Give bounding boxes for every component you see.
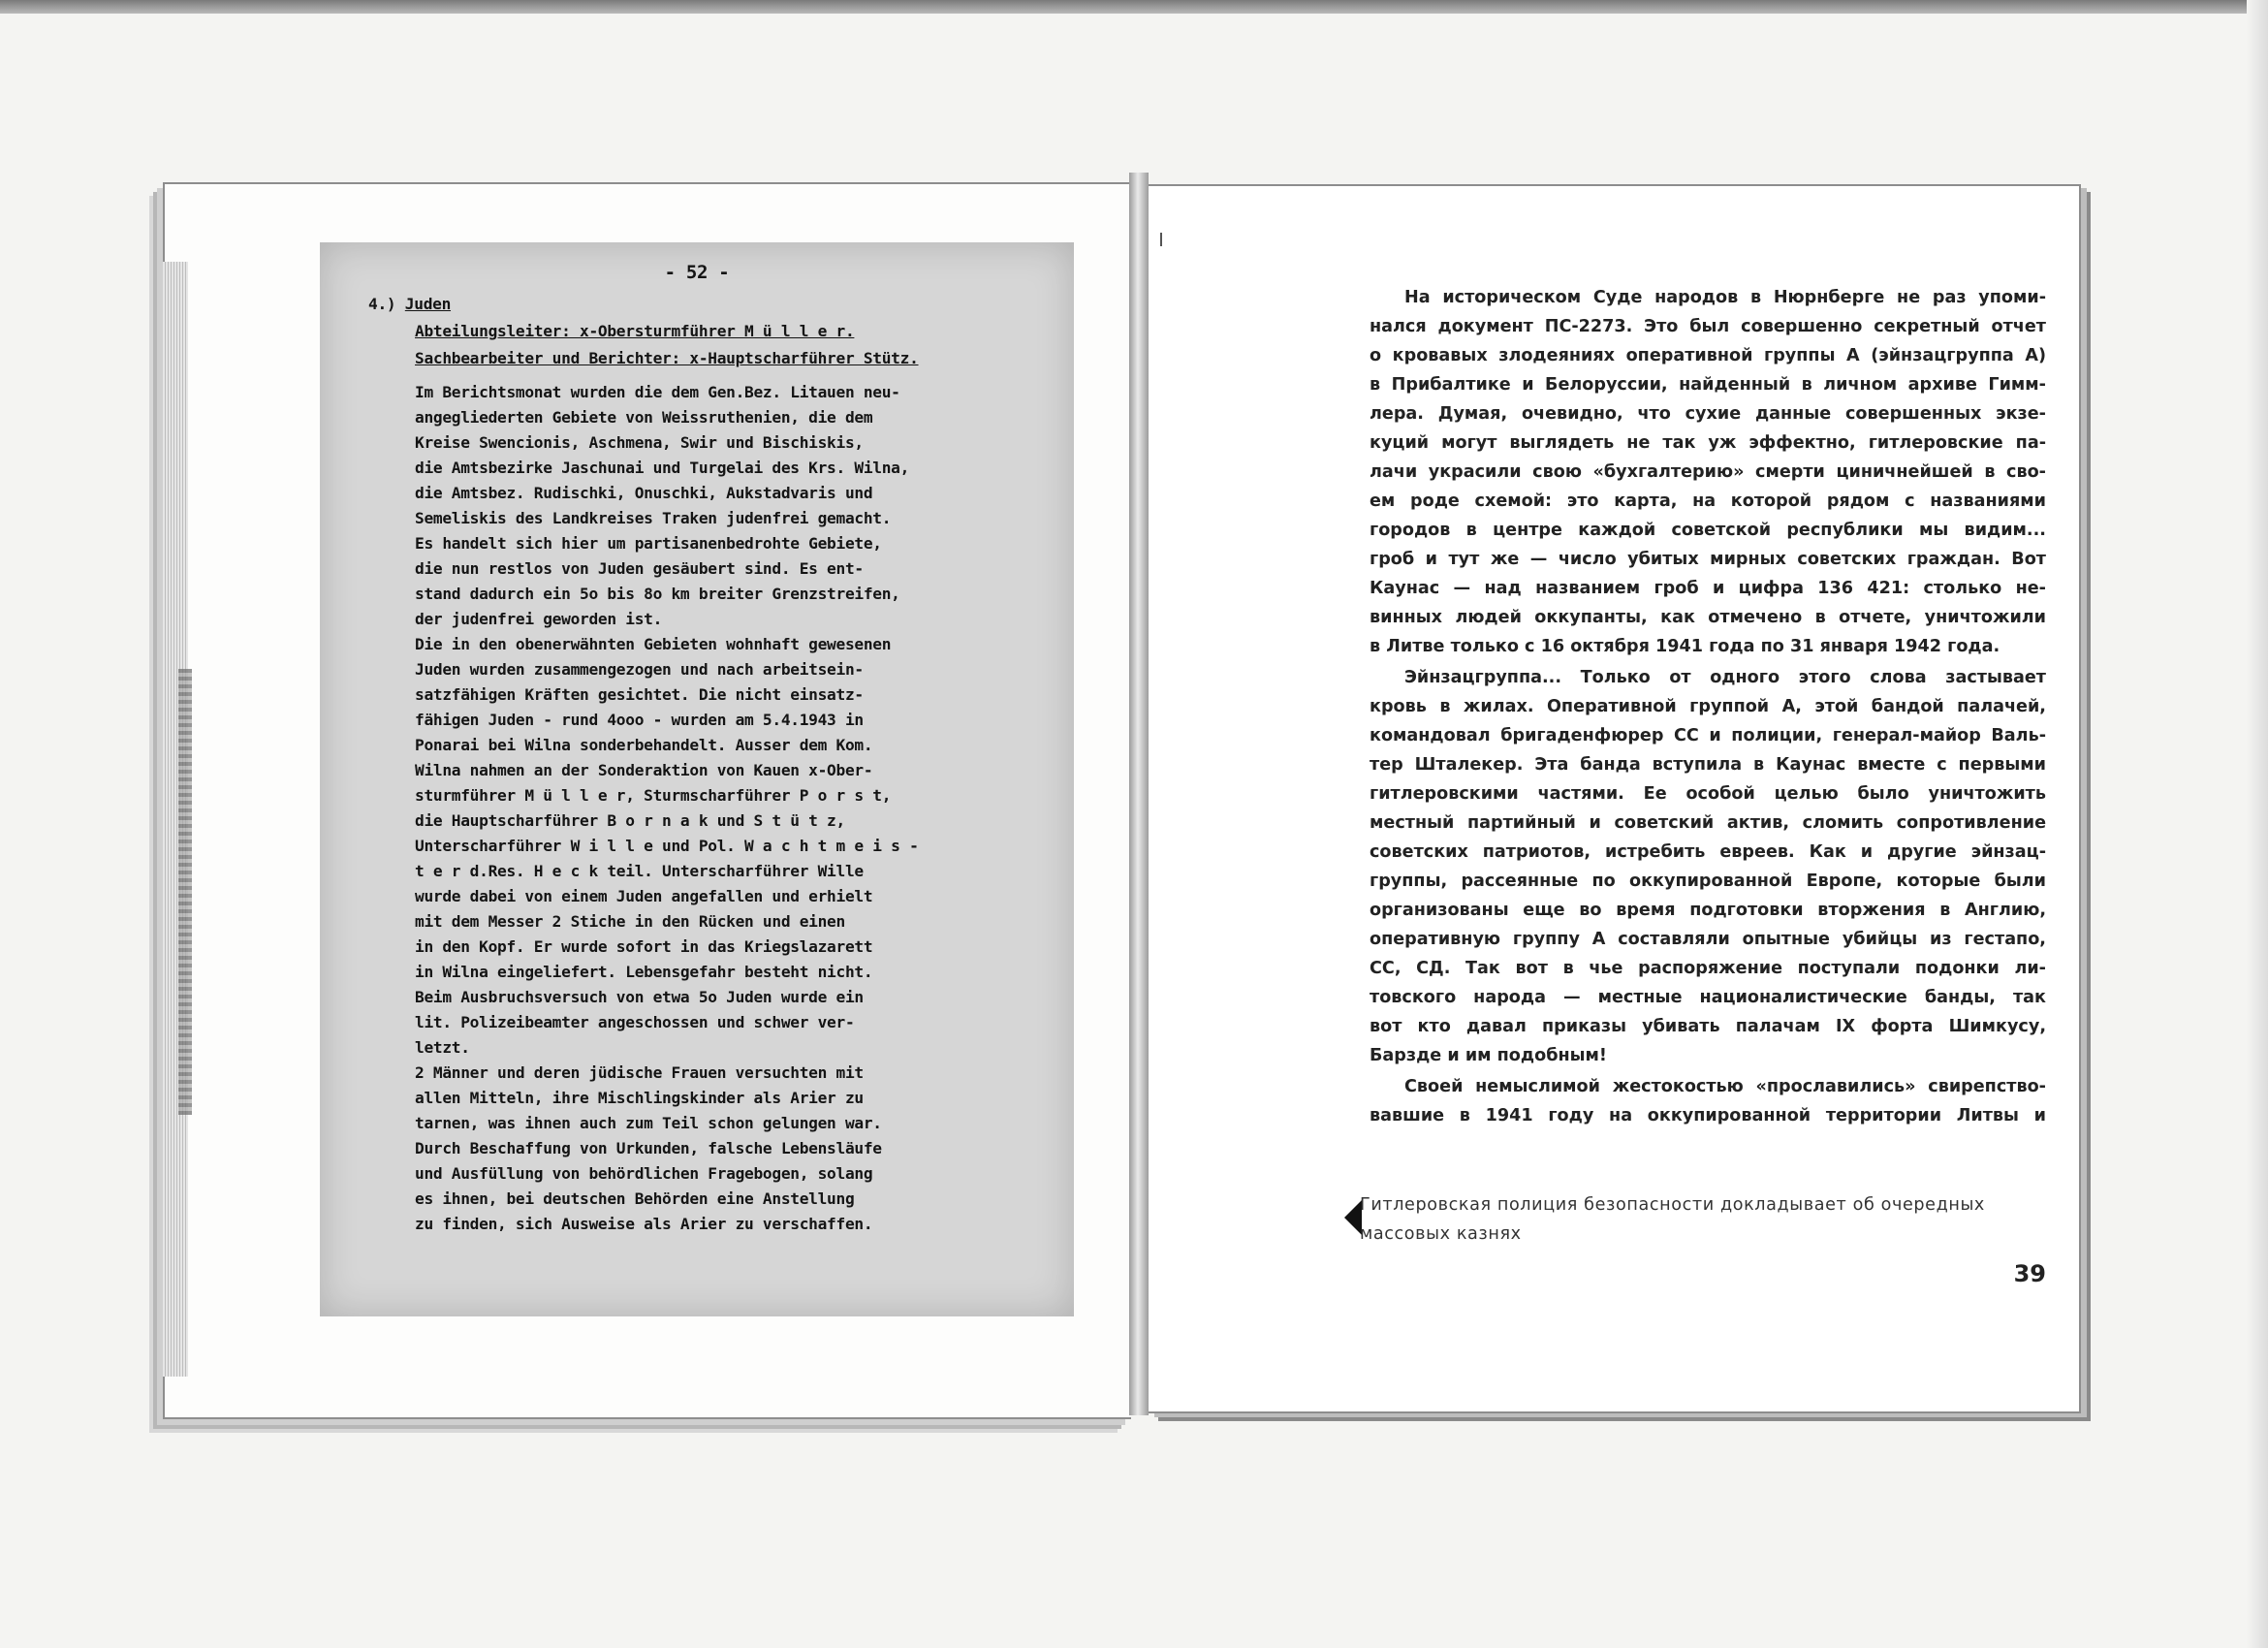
document-line: angegliederten Gebiete von Weissruthenien, die dem: [415, 408, 873, 427]
document-section-title: [368, 291, 1064, 318]
document-line: die Amtsbez. Rudischki, Onuschki, Aukstadvaris und: [415, 484, 873, 502]
document-line: Unterscharführer W i l l e und Pol. W a c h t m e i s -: [415, 837, 919, 855]
document-line: Ponarai bei Wilna sonderbehandelt. Ausser dem Kom.: [415, 736, 873, 754]
document-line: Im Berichtsmonat wurden die dem Gen.Bez. Litauen neu-: [415, 383, 900, 401]
scanner-edge-right: [2247, 0, 2268, 1648]
document-line: in den Kopf. Er wurde sofort in das Kriegslazarett: [415, 937, 873, 956]
text-line: командовал бригаденфюрер СС и полиции, генерал-майор Валь-: [1370, 726, 2046, 745]
text-line: гитлеровскими частями. Ее особой целью было уничтожить: [1370, 784, 2046, 804]
document-line: stand dadurch ein 5o bis 8o km breiter Grenzstreifen,: [415, 585, 900, 603]
left-page: [163, 182, 1131, 1419]
document-line: in Wilna eingeliefert. Lebensgefahr besteht nicht.: [415, 963, 873, 981]
document-line: die Amtsbezirke Jaschunai und Turgelai des Krs. Wilna,: [415, 459, 910, 477]
text-line: вавшие в 1941 году на оккупированной территории Литвы и: [1370, 1106, 2046, 1125]
document-line: t e r d.Res. H e c k teil. Unterscharführer Wille: [415, 862, 864, 880]
text-line: местный партийный и советский актив, сломить сопротивление: [1370, 813, 2046, 833]
document-line: Durch Beschaffung von Urkunden, falsche Lebensläufe: [415, 1139, 882, 1157]
text-line: группы, рассеянные по оккупированной Европе, которые были: [1370, 872, 2046, 891]
document-line: die nun restlos von Juden gesäubert sind. Es ent-: [415, 559, 864, 578]
book-gutter: [1129, 173, 1149, 1415]
document-line: Semeliskis des Landkreises Traken judenfrei gemacht.: [415, 509, 892, 527]
paragraph: [1370, 663, 2046, 1070]
department-head-line: Abteilungsleiter: х-Obersturmführer M ü l l e r.: [415, 322, 855, 340]
text-line: организованы еще во время подготовки вторжения в Англию,: [1370, 901, 2046, 920]
document-line: fähigen Juden - rund 4ooo - wurden am 5.4.1943 in: [415, 711, 864, 729]
text-line: винных людей оккупанты, как отмечено в отчете, уничтожили: [1370, 608, 2046, 627]
document-line: letzt.: [415, 1038, 470, 1057]
document-line: der judenfrei geworden ist.: [415, 610, 663, 628]
page-number: 39: [2013, 1260, 2046, 1287]
document-line: tarnen, was ihnen auch zum Teil schon gelungen war.: [415, 1114, 882, 1132]
document-line: Kreise Swencionis, Aschmena, Swir und Bischiskis,: [415, 433, 864, 452]
document-line: und Ausfüllung von behördlichen Fragebogen, solang: [415, 1164, 873, 1183]
text-line: в Литве только с 16 октября 1941 года по 31 января 1942 года.: [1370, 637, 2000, 656]
document-line: die Hauptscharführer B o r n a k und S t ü t z,: [415, 811, 845, 830]
typewritten-document-photo: [320, 242, 1074, 1316]
page-stack-shadow: [178, 669, 192, 1115]
open-book: [163, 173, 2082, 1413]
right-page: [1149, 184, 2081, 1413]
text-line: советских патриотов, истребить евреев. Как и другие эйнзац-: [1370, 842, 2046, 862]
document-line: zu finden, sich Ausweise als Arier zu verschaffen.: [415, 1215, 873, 1233]
text-line: товского народа — местные националистические банды, так: [1370, 988, 2046, 1007]
document-page-number: - 52 -: [664, 262, 730, 283]
document-line: Beim Ausbruchsversuch von etwa 5o Juden wurde ein: [415, 988, 864, 1006]
document-line: Juden wurden zusammengezogen und nach arbeitsein-: [415, 660, 864, 679]
document-line: sturmführer M ü l l e r, Sturmscharführer P o r s t,: [415, 786, 892, 805]
text-line: Барзде и им подобным!: [1370, 1046, 1607, 1065]
text-line: Своей немыслимой жестокостью «прославились» свирепство-: [1404, 1077, 2046, 1096]
text-line: ем роде схемой: это карта, на которой рядом с названиями: [1370, 491, 2046, 511]
document-line: mit dem Messer 2 Stiche in den Rücken und einen: [415, 912, 845, 931]
document-line: 2 Männer und deren jüdische Frauen versuchten mit: [415, 1063, 864, 1082]
section-number: 4.): [368, 295, 396, 313]
case-officer-line: Sachbearbeiter und Berichter: х-Hauptscharführer Stütz.: [415, 349, 919, 367]
document-header: [368, 291, 1064, 372]
text-line: Эйнзацгруппа... Только от одного этого слова застывает: [1404, 668, 2046, 687]
scanner-edge-top: [0, 0, 2268, 14]
paragraph: [1370, 1072, 2046, 1130]
text-line: На историческом Суде народов в Нюрнберге не раз упоми-: [1404, 288, 2046, 307]
document-line: wurde dabei von einem Juden angefallen und erhielt: [415, 887, 873, 905]
document-line: Wilna nahmen an der Sonderaktion von Kauen х-Ober-: [415, 761, 873, 779]
text-line: лера. Думая, очевидно, что сухие данные совершенных экзе-: [1370, 404, 2046, 424]
text-line: Каунас — над названием гроб и цифра 136 421: столько не-: [1370, 579, 2046, 598]
document-line: satzfähigen Kräften gesichtet. Die nicht einsatz-: [415, 685, 864, 704]
page-mark: [1160, 233, 1162, 246]
text-line: СС, СД. Так вот в чье распоряжение поступали подонки ли-: [1370, 959, 2046, 978]
document-line: Es handelt sich hier um partisanenbedrohte Gebiete,: [415, 534, 882, 553]
text-line: гроб и тут же — число убитых мирных советских граждан. Вот: [1370, 550, 2046, 569]
paragraph: [1370, 283, 2046, 661]
text-line: вот кто давал приказы убивать палачам IX форта Шимкусу,: [1370, 1017, 2046, 1036]
document-line: Die in den obenerwähnten Gebieten wohnhaft gewesenen: [415, 635, 892, 653]
text-line: в Прибалтике и Белоруссии, найденный в личном архиве Гимм-: [1370, 375, 2046, 395]
document-line: lit. Polizeibeamter angeschossen und schwer ver-: [415, 1013, 855, 1031]
section-name: Juden: [404, 295, 452, 313]
text-line: лачи украсили свою «бухгалтерию» смерти циничнейшей в сво-: [1370, 462, 2046, 482]
figure-caption: Гитлеровская полиция безопасности докладывает об очередных массовых казнях: [1360, 1195, 1985, 1244]
text-line: кровь в жилах. Оперативной группой А, этой бандой палачей,: [1370, 697, 2046, 716]
text-line: оперативную группу А составляли опытные убийцы из гестапо,: [1370, 930, 2046, 949]
text-line: городов в центре каждой советской республики мы видим...: [1370, 521, 2046, 540]
text-line: о кровавых злодеяниях оперативной группы А (эйнзацгруппа А): [1370, 346, 2046, 365]
page-text: [1370, 283, 2046, 1132]
document-body: [415, 380, 1066, 1237]
text-line: куций могут выглядеть не так уж эффектно, гитлеровские па-: [1370, 433, 2046, 453]
text-line: нался документ ПС-2273. Это был совершенно секретный отчет: [1370, 317, 2046, 336]
document-line: allen Mitteln, ihre Mischlingskinder als Arier zu: [415, 1089, 864, 1107]
text-line: тер Шталекер. Эта банда вступила в Каунас вместе с первыми: [1370, 755, 2046, 775]
document-line: es ihnen, bei deutschen Behörden eine Anstellung: [415, 1189, 855, 1208]
